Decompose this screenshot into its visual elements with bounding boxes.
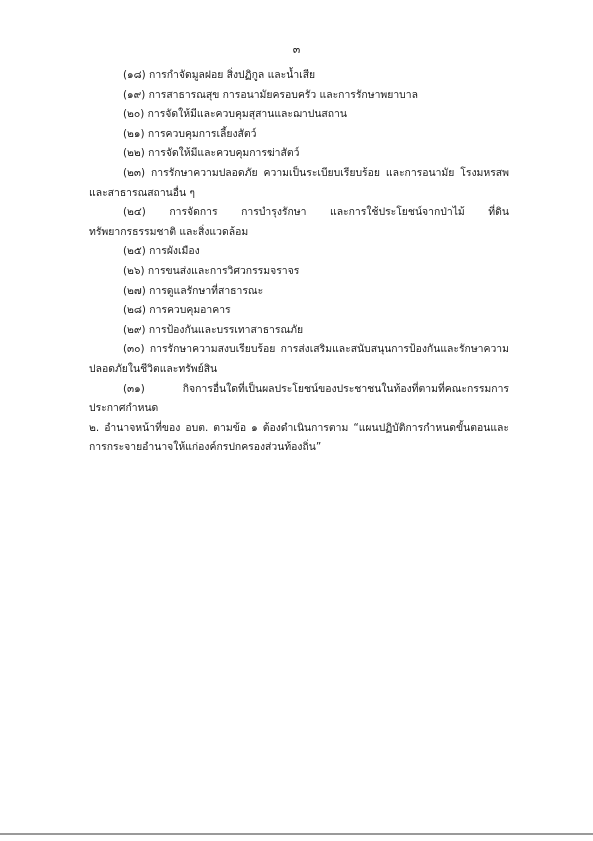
list-item-27: (๒๗) การดูแลรักษาที่สาธารณะ bbox=[123, 284, 264, 297]
list-item-22: (๒๒) การจัดให้มีและควบคุมการฆ่าสัตว์ bbox=[123, 147, 300, 160]
bottom-border-line bbox=[0, 833, 593, 835]
list-item-20: (๒๐) การจัดให้มีและควบคุมสุสานและฌาปนสถาน bbox=[123, 108, 347, 121]
list-item-28: (๒๘) การควบคุมอาคาร bbox=[123, 304, 231, 317]
page-number: ๓ bbox=[292, 43, 301, 56]
list-item-23: (๒๓) การรักษาความปลอดภัย ความเป็นระเบียบเรียบร้อย และการอนามัย โรงมหรสพ และสาธารณสถานอื่น ๆ bbox=[89, 166, 509, 199]
document-body bbox=[89, 66, 509, 458]
list-item-29: (๒๙) การป้องกันและบรรเทาสาธารณภัย bbox=[123, 323, 304, 336]
list-item-18: (๑๘) การกำจัดมูลฝอย สิ่งปฏิกูล และน้ำเสีย bbox=[123, 69, 316, 81]
section-2-paragraph: ๒. อำนาจหน้าที่ของ อบต. ตามข้อ ๑ ต้องดำเนินการตาม “แผนปฏิบัติการกำหนดขั้นตอนและการกระจายอำนาจให้แก่องค์กรปกครองส่วนท้องถิ่น” bbox=[89, 421, 509, 454]
list-item-21: (๒๑) การควบคุมการเลี้ยงสัตว์ bbox=[123, 127, 257, 140]
list-item-24: (๒๔) การจัดการ การบำรุงรักษา และการใช้ประโยชน์จากป่าไม้ ที่ดินทรัพยากรธรรมชาติ และสิ่งแวดล้อม bbox=[89, 206, 509, 238]
list-item-30: (๓๐) การรักษาความสงบเรียบร้อย การส่งเสริมและสนับสนุนการป้องกันและรักษาความปลอดภัยในชีวิตและทรัพย์สิน bbox=[89, 343, 509, 375]
list-item-19: (๑๙) การสาธารณสุข การอนามัยครอบครัว และการรักษาพยาบาล bbox=[123, 88, 418, 101]
list-item-26: (๒๖) การขนส่งและการวิศวกรรมจราจร bbox=[123, 264, 300, 277]
list-item-25: (๒๕) การผังเมือง bbox=[123, 245, 200, 258]
list-item-31: (๓๑) กิจการอื่นใดที่เป็นผลประโยชน์ของประชาชนในท้องที่ตามที่คณะกรรมการประกาศกำหนด bbox=[89, 382, 509, 415]
